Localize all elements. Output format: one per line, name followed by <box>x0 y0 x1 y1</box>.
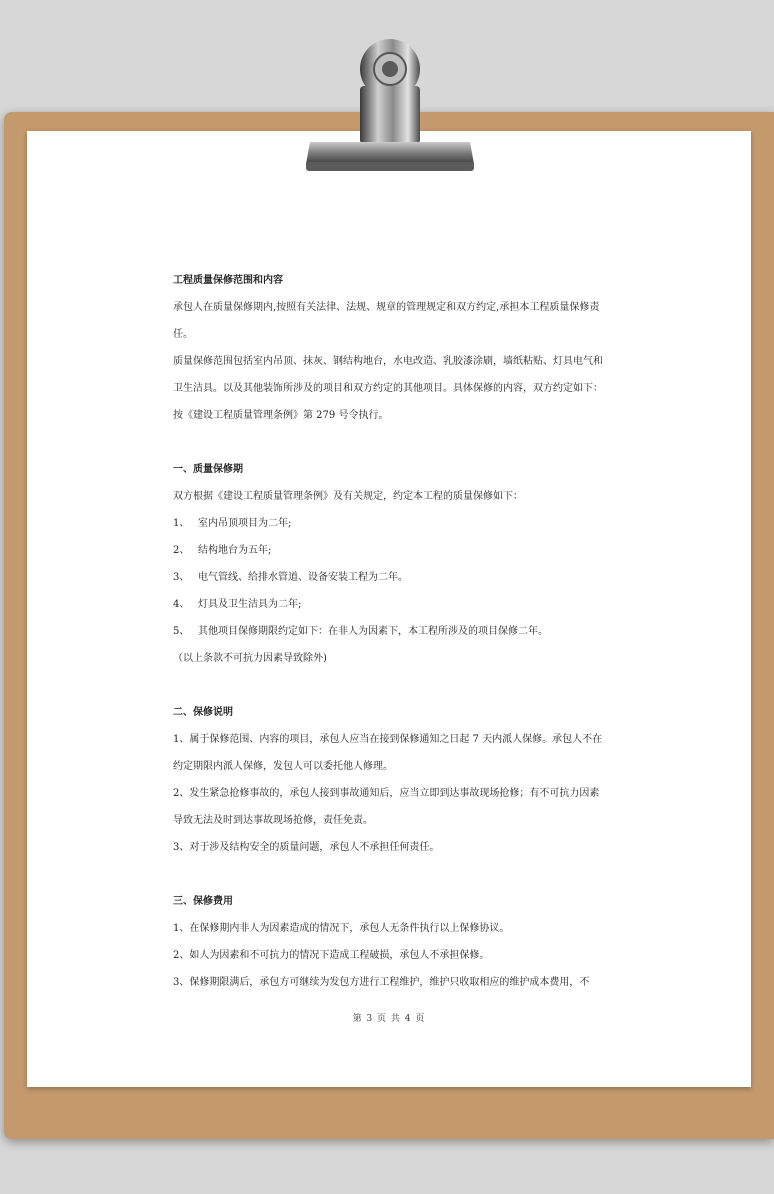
list-item: 1、在保修期内非人为因素造成的情况下，承包人无条件执行以上保修协议。 <box>173 923 510 934</box>
page-number: 第 3 页 共 4 页 <box>352 1014 426 1024</box>
list-item: 2、如人为因素和不可抗力的情况下造成工程破损，承包人不承担保修。 <box>173 950 490 961</box>
section-2-heading: 二、保修说明 <box>173 707 233 718</box>
section-1-heading: 一、质量保修期 <box>173 464 243 475</box>
list-item: 5、 其他项目保修期限约定如下：在非人为因素下，本工程所涉及的项目保修二年。 <box>173 626 548 637</box>
list-item: 3、保修期限满后，承包方可继续为发包方进行工程维护，维护只收取相应的维护成本费用，不 <box>173 977 590 988</box>
list-item: 1、 室内吊顶项目为二年; <box>173 518 292 529</box>
document-body <box>173 267 603 996</box>
intro-paragraph-2: 质量保修范围包括室内吊顶、抹灰、钢结构地台，水电改造、乳胶漆涂刷，墙纸粘贴、灯具电气和卫生洁具。以及其他装饰所涉及的项目和双方约定的其他项目。具体保修的内容，双方约定如下：按《建设工程质量管理条例》第 279 号令执行。 <box>173 356 603 421</box>
binder-clip-icon <box>300 24 480 184</box>
section-3-heading: 三、保修费用 <box>173 896 233 907</box>
list-item: 4、 灯具及卫生洁具为二年; <box>173 599 302 610</box>
intro-paragraph-1: 承包人在质量保修期内,按照有关法律、法规、规章的管理规定和双方约定,承担本工程质量保修责任。 <box>173 302 600 340</box>
list-item: 2、发生紧急抢修事故的，承包人接到事故通知后，应当立即到达事故现场抢修；有不可抗力因素导致无法及时到达事故现场抢修，责任免责。 <box>173 788 600 826</box>
list-item: 3、对于涉及结构安全的质量问题，承包人不承担任何责任。 <box>173 842 440 853</box>
section-1-lead: 双方根据《建设工程质量管理条例》及有关规定，约定本工程的质量保修如下： <box>173 491 523 502</box>
list-item: 1、属于保修范围、内容的项目，承包人应当在接到保修通知之日起 7 天内派人保修。承包人不在约定期限内派人保修，发包人可以委托他人修理。 <box>173 734 603 772</box>
doc-title: 工程质量保修范围和内容 <box>173 275 283 286</box>
document-page <box>27 131 751 1087</box>
section-1-note: （以上条款不可抗力因素导致除外) <box>173 653 327 664</box>
list-item: 3、 电气管线、给排水管道、设备安装工程为二年。 <box>173 572 408 583</box>
list-item: 2、 结构地台为五年; <box>173 545 272 556</box>
